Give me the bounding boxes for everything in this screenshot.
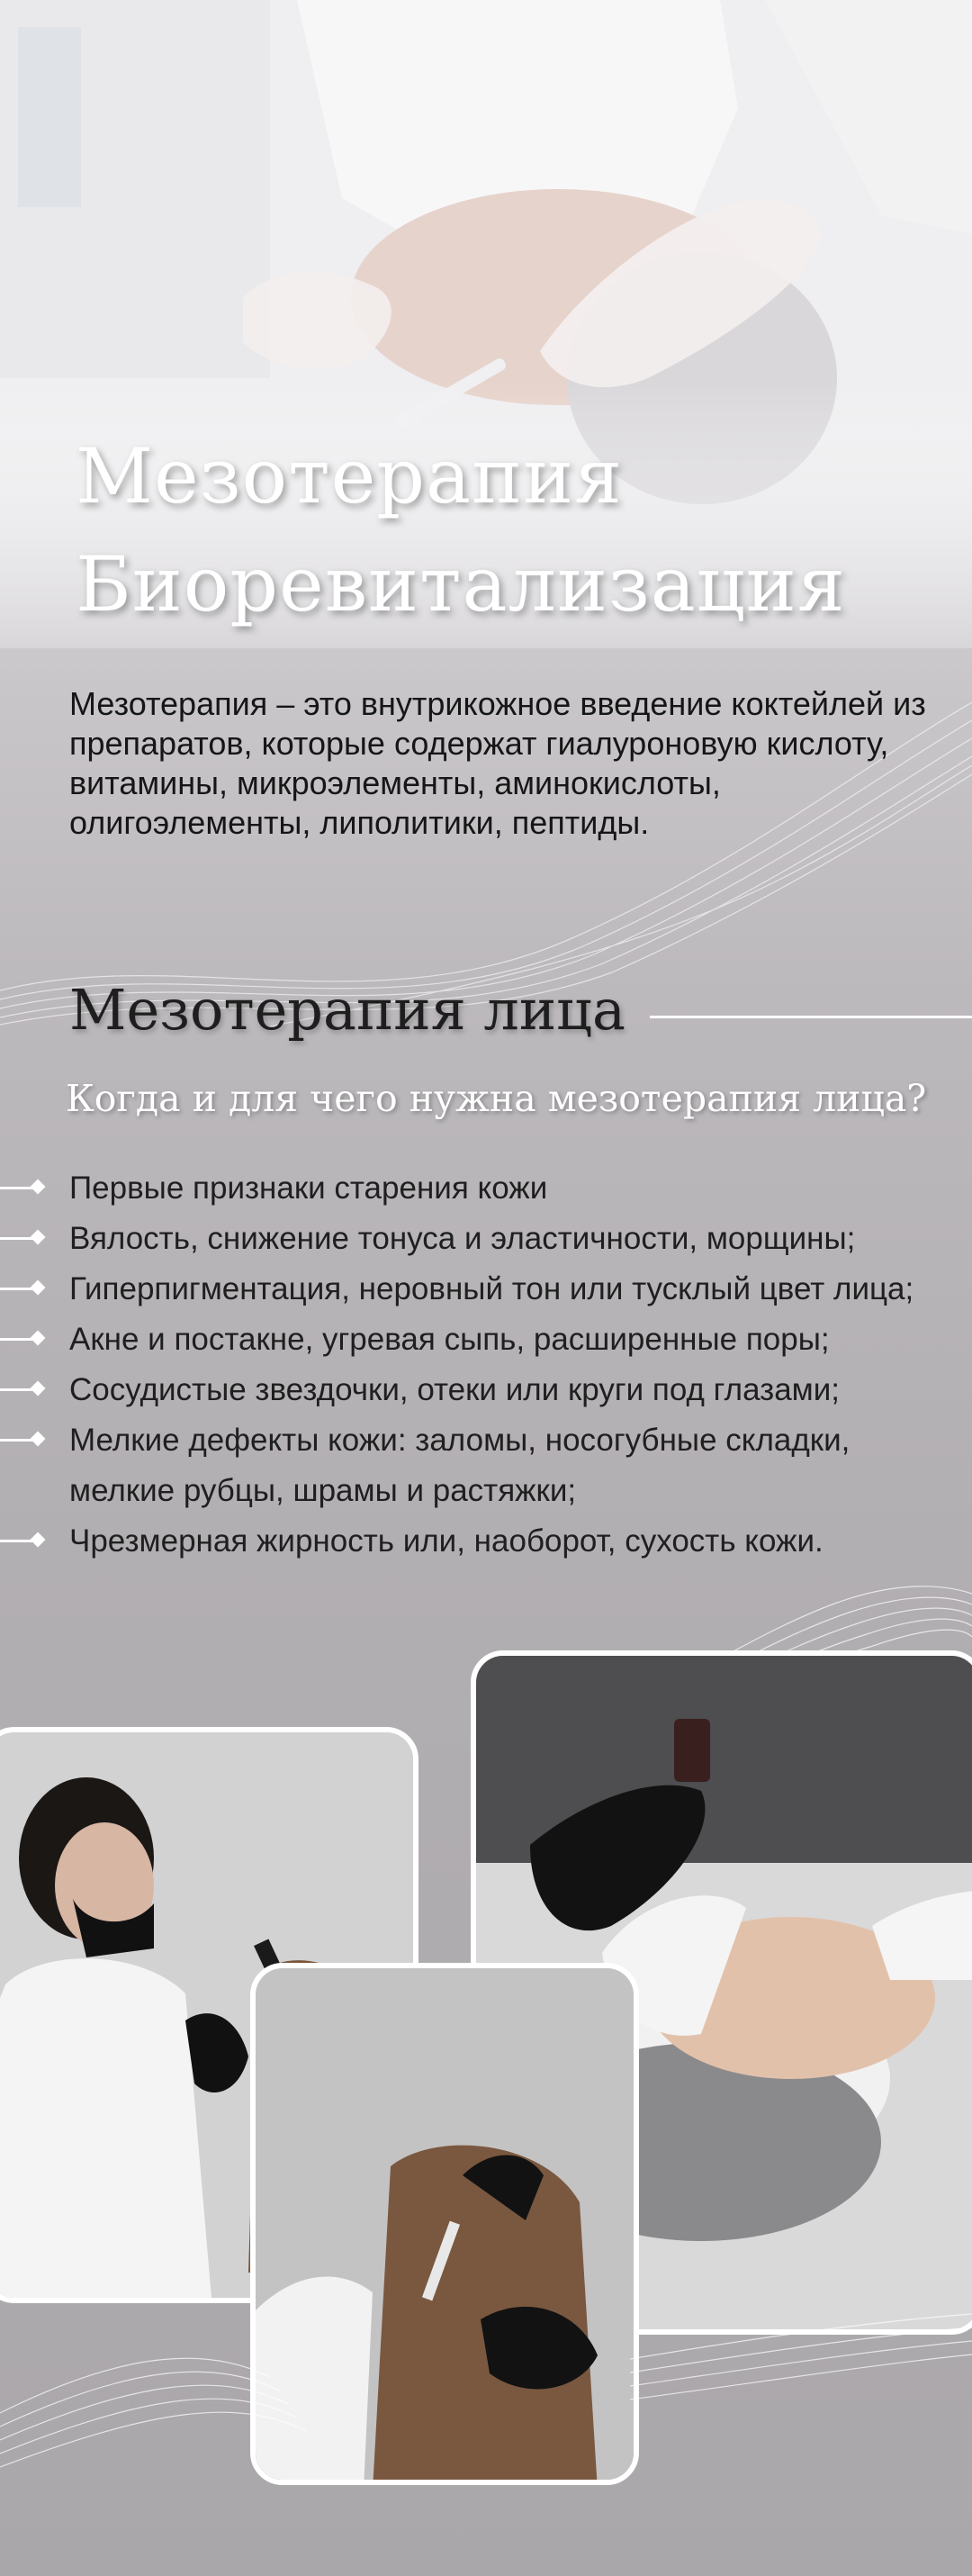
- arrow-bullet-icon: [0, 1338, 40, 1341]
- hero-title-line2: Биоревитализация: [76, 540, 846, 628]
- list-item: Мелкие дефекты кожи: заломы, носогубные складки,: [0, 1415, 972, 1466]
- list-item-continuation: мелкие рубцы, шрамы и растяжки;: [69, 1473, 577, 1508]
- face-section-title: Мезотерапия лица: [69, 977, 626, 1043]
- arrow-bullet-icon: [0, 1288, 40, 1290]
- hero-photo: [0, 0, 972, 648]
- list-item: Вялость, снижение тонуса и эластичности, морщины;: [0, 1214, 972, 1264]
- title-divider: [650, 1016, 972, 1018]
- arrow-bullet-icon: [0, 1187, 40, 1189]
- list-item: Чрезмерная жирность или, наоборот, сухость кожи.: [0, 1516, 972, 1567]
- list-item: Акне и постакне, угревая сыпь, расширенные поры;: [0, 1315, 972, 1365]
- face-section-question: Когда и для чего нужна мезотерапия лица?: [66, 1077, 927, 1120]
- list-item: Сосудистые звездочки, отеки или круги под глазами;: [0, 1365, 972, 1415]
- list-item: Первые признаки старения кожи: [0, 1163, 972, 1214]
- intro-text: Мезотерапия – это внутрикожное введение коктейлей из препаратов, которые содержат гиалуроновую кислоту, витамины, микроэлементы, аминокислоты, олигоэлементы, липолитики, пептиды.: [69, 685, 926, 841]
- symptom-list: [0, 1163, 972, 1567]
- hero-title-line1: Мезотерапия: [76, 432, 624, 520]
- decorative-waves-bottom: [0, 2305, 972, 2575]
- arrow-bullet-icon: [0, 1439, 40, 1442]
- list-item: Гиперпигментация, неровный тон или тусклый цвет лица;: [0, 1264, 972, 1315]
- arrow-bullet-icon: [0, 1237, 40, 1240]
- arrow-bullet-icon: [0, 1540, 40, 1542]
- arrow-bullet-icon: [0, 1388, 40, 1391]
